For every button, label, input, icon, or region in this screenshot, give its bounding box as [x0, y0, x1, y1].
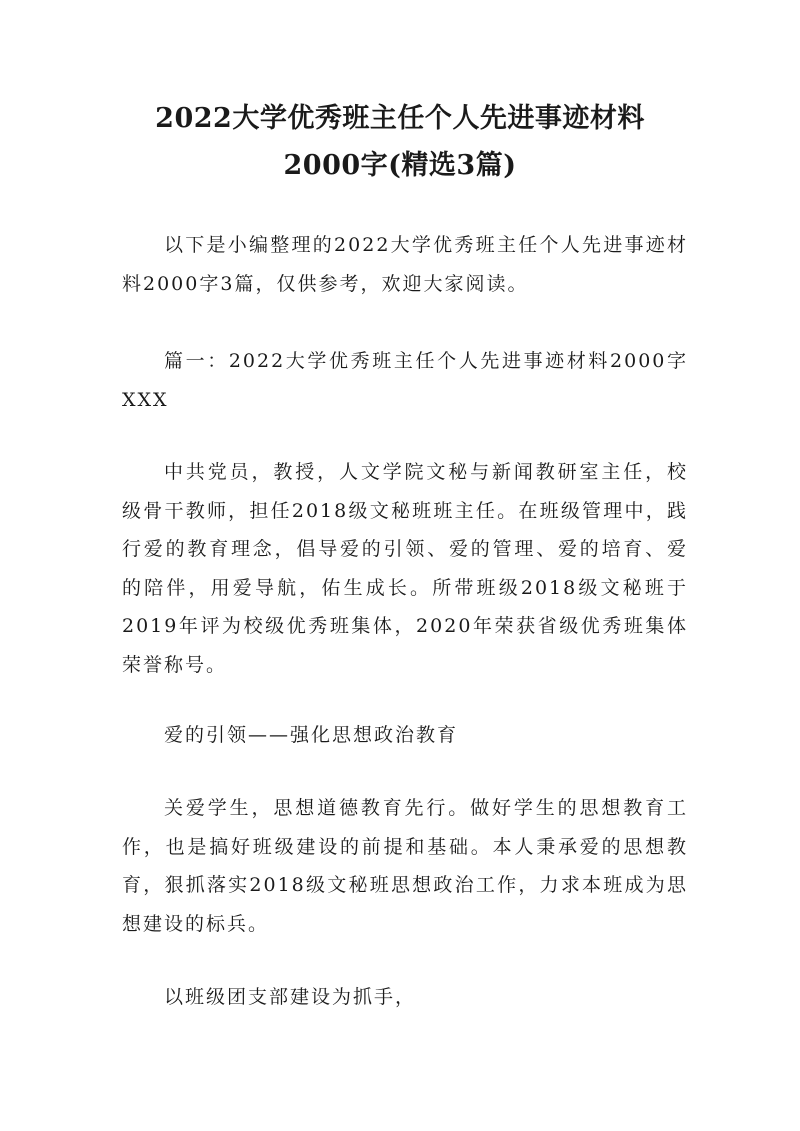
body-paragraph-ideological-education: 关爱学生，思想道德教育先行。做好学生的思想教育工作，也是搞好班级建设的前提和基础。本人秉承爱的思想教育，狠抓落实2018级文秘班思想政治工作，力求本班成为思想建设的标兵。 — [122, 797, 688, 935]
intro-paragraph: 以下是小编整理的2022大学优秀班主任个人先进事迹材料2000字3篇，仅供参考，欢迎大家阅读。 — [122, 234, 688, 295]
body-paragraph-league-branch: 以班级团支部建设为抓手， — [164, 986, 417, 1008]
document-title-line-2: 2000字(精选3篇) — [283, 150, 517, 181]
document-title-line-1: 2022大学优秀班主任个人先进事迹材料 — [155, 103, 645, 134]
subsection-heading-love-guidance: 爱的引领——强化思想政治教育 — [164, 724, 459, 746]
body-paragraph-profile: 中共党员，教授，人文学院文秘与新闻教研室主任，校级骨干教师，担任2018级文秘班班主任。在班级管理中，践行爱的教育理念，倡导爱的引领、爱的管理、爱的培育、爱的陪伴，用爱导航，佑生成长。所带班级2018级文秘班于2019年评为校级优秀班集体，2020年荣获省级优秀班集体荣誉称号。 — [122, 461, 688, 676]
section-heading-part-one: 篇一：2022大学优秀班主任个人先进事迹材料2000字XXX — [122, 350, 688, 411]
